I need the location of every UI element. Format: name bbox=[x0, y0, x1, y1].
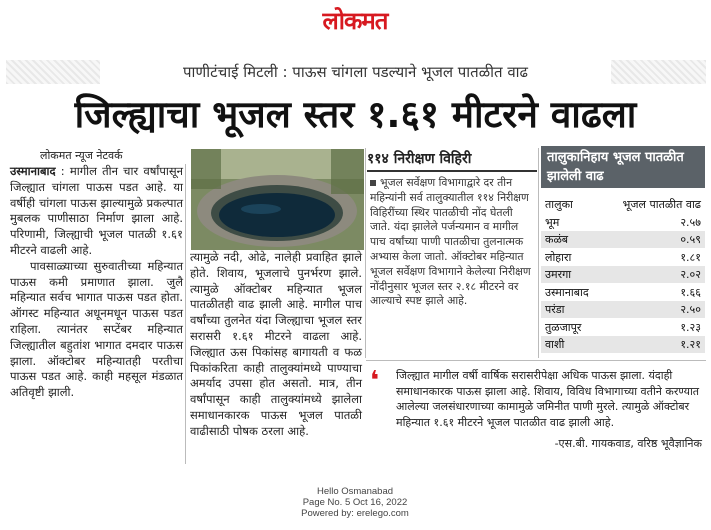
bullet-icon bbox=[370, 180, 376, 186]
column-divider bbox=[185, 164, 186, 464]
table-row bbox=[541, 214, 705, 232]
page-footer bbox=[255, 486, 455, 519]
footer-page: Page No. 5 Oct 16, 2022 bbox=[302, 497, 408, 508]
rise-value: ०.५९ bbox=[680, 233, 701, 246]
table-header-row bbox=[541, 196, 705, 214]
table-row bbox=[541, 301, 705, 319]
column-divider bbox=[365, 148, 366, 358]
taluka-name: लोहारा bbox=[545, 250, 572, 264]
taluka-name: तुळजापूर bbox=[545, 320, 582, 334]
quote-attribution: -एस.बी. गायकवाड, वरिष्ठ भूवैज्ञानिक bbox=[554, 437, 702, 450]
dateline: उस्मानाबाद bbox=[10, 164, 56, 178]
sidebar-heading: ११४ निरीक्षण विहिरी bbox=[367, 148, 537, 172]
sidebar-body: भूजल सर्वेक्षण विभागाद्वारे दर तीन महिन्यांनी सर्व तालुक्यातील ११४ निरीक्षण विहिरींच्या स्थिर पातळीची नोंद घेतली जाते. यंदा झालेले पर्जन्यमान व मागील पाच वर्षांच्या पाणी पातळीचा तुलनात्मक अभ्यास केला जातो. ऑक्टोबर महिन्यात भूजल सर्वेक्षण विभागाने केलेल्या निरीक्षण नोंदीनुसार भूजल स्तर २.१८ मीटरने वर आल्याचे स्पष्ट झाले आहे. bbox=[370, 176, 531, 308]
article-paragraph: : मागील तीन चार वर्षांपासून जिल्ह्यात चांगला पाऊस पडत आहे. या वर्षीही चांगला पाऊस झाल्यामुळे प्रकल्पात मुबलक पाणीसाठा निर्माण झाला आहे. परिणामी, जिल्ह्याची भूजल पातळी १.६१ मीटरने वाढली आहे. bbox=[10, 164, 183, 257]
table-header-rise: भूजल पातळीत वाढ bbox=[622, 198, 701, 211]
quote-mark-icon: ❛ bbox=[370, 366, 380, 396]
taluka-name: कळंब bbox=[545, 233, 569, 246]
article-paragraph: पावसाळ्याच्या सुरुवातीच्या महिन्यात पाऊस कमी प्रमाणात झाला. जुलै महिन्यात सर्वच भागात पाऊस पडत होता. ऑगस्ट महिन्यात अधूनमधून पाऊस पडत राहिला. त्यानंतर सप्टेंबर महिन्यात जिल्ह्यातील बहुतांश भागात दमदार पाऊस झाला. ऑक्टोबर महिन्यातही परतीचा पाऊस पडत आहे. काही महसूल मंडळात अतिवृष्टी झाली. bbox=[10, 258, 183, 400]
headline: जिल्ह्याचा भूजल स्तर १.६१ मीटरने वाढला bbox=[74, 93, 637, 136]
lokmat-logo bbox=[300, 6, 410, 36]
table-heading: तालुकानिहाय भूजल पातळीत झालेली वाढ bbox=[541, 146, 705, 188]
rise-value: १.२१ bbox=[680, 338, 701, 351]
footer-site: Hello Osmanabad bbox=[316, 486, 394, 497]
well-photo bbox=[191, 149, 364, 250]
taluka-table bbox=[541, 196, 705, 354]
table-row bbox=[541, 231, 705, 249]
expert-quote: जिल्ह्यात मागील वर्षी वार्षिक सरासरीपेक्षा अधिक पाऊस झाला. यंदाही समाधानकारक पाऊस झाला आहे. शिवाय, विविध विभागाच्या वतीने करण्यात आलेल्या जलसंधारणाच्या कामामुळे जमिनीत पाणी मुरले. त्यामुळे ऑक्टोबर महिन्यात १.६१ मीटरने भूजल पातळीत वाढ झाली आहे. bbox=[396, 369, 700, 429]
sidebar-text bbox=[370, 176, 534, 309]
rise-value: १.२३ bbox=[680, 320, 701, 334]
rise-value: २.५७ bbox=[680, 215, 701, 229]
table-row bbox=[541, 284, 705, 302]
kicker: पाणीटंचाई मिटली : पाऊस चांगला पडल्याने भूजल पातळीत वाढ bbox=[100, 60, 611, 84]
table-row bbox=[541, 249, 705, 267]
logo-text: लोकमत bbox=[322, 7, 388, 35]
article-column-2: त्यामुळे नदी, ओढे, नालेही प्रवाहित झाले होते. शिवाय, भूजलाचे पुनर्भरण झाले. त्यामुळे ऑक्टोबर महिन्यात भूजल पातळीतही वाढ झाली आहे. मागील पाच वर्षांच्या तुलनेत यंदा जिल्ह्याचा भूजल स्तर सरासरी १.६१ मीटरने वाढला आहे. जिल्ह्यात ऊस पिकांसह बागायती व फळ पिकांकरिता काही तालुक्यांमध्ये पाण्याचा अमर्याद उपसा होत असतो. मात्र, तीन वर्षांपासून काही तालुक्यांमध्ये झालेला समाधानकारक पाऊस भूजल पातळी वाढीसाठी पोषक ठरला आहे. bbox=[190, 250, 362, 438]
table-row bbox=[541, 336, 705, 354]
quote-divider bbox=[366, 360, 706, 361]
rise-value: १.६६ bbox=[680, 285, 701, 299]
taluka-name: वाशी bbox=[545, 338, 565, 351]
well-photo-image bbox=[191, 149, 364, 250]
table-row bbox=[541, 266, 705, 284]
table-row bbox=[541, 319, 705, 337]
taluka-name: उमरगा bbox=[545, 268, 572, 281]
table-header-taluka: तालुका bbox=[545, 198, 573, 211]
rise-value: २.०२ bbox=[680, 268, 701, 281]
column-divider bbox=[538, 148, 539, 358]
taluka-name: उस्मानाबाद bbox=[545, 285, 589, 299]
byline: लोकमत न्यूज नेटवर्क bbox=[40, 149, 123, 162]
footer-powered: Powered by: erelego.com bbox=[301, 508, 409, 519]
article-column-1 bbox=[10, 164, 183, 401]
rise-value: १.८१ bbox=[680, 250, 701, 264]
taluka-name: भूम bbox=[545, 215, 560, 229]
taluka-name: परंडा bbox=[545, 303, 565, 316]
rise-value: २.५० bbox=[680, 303, 701, 316]
